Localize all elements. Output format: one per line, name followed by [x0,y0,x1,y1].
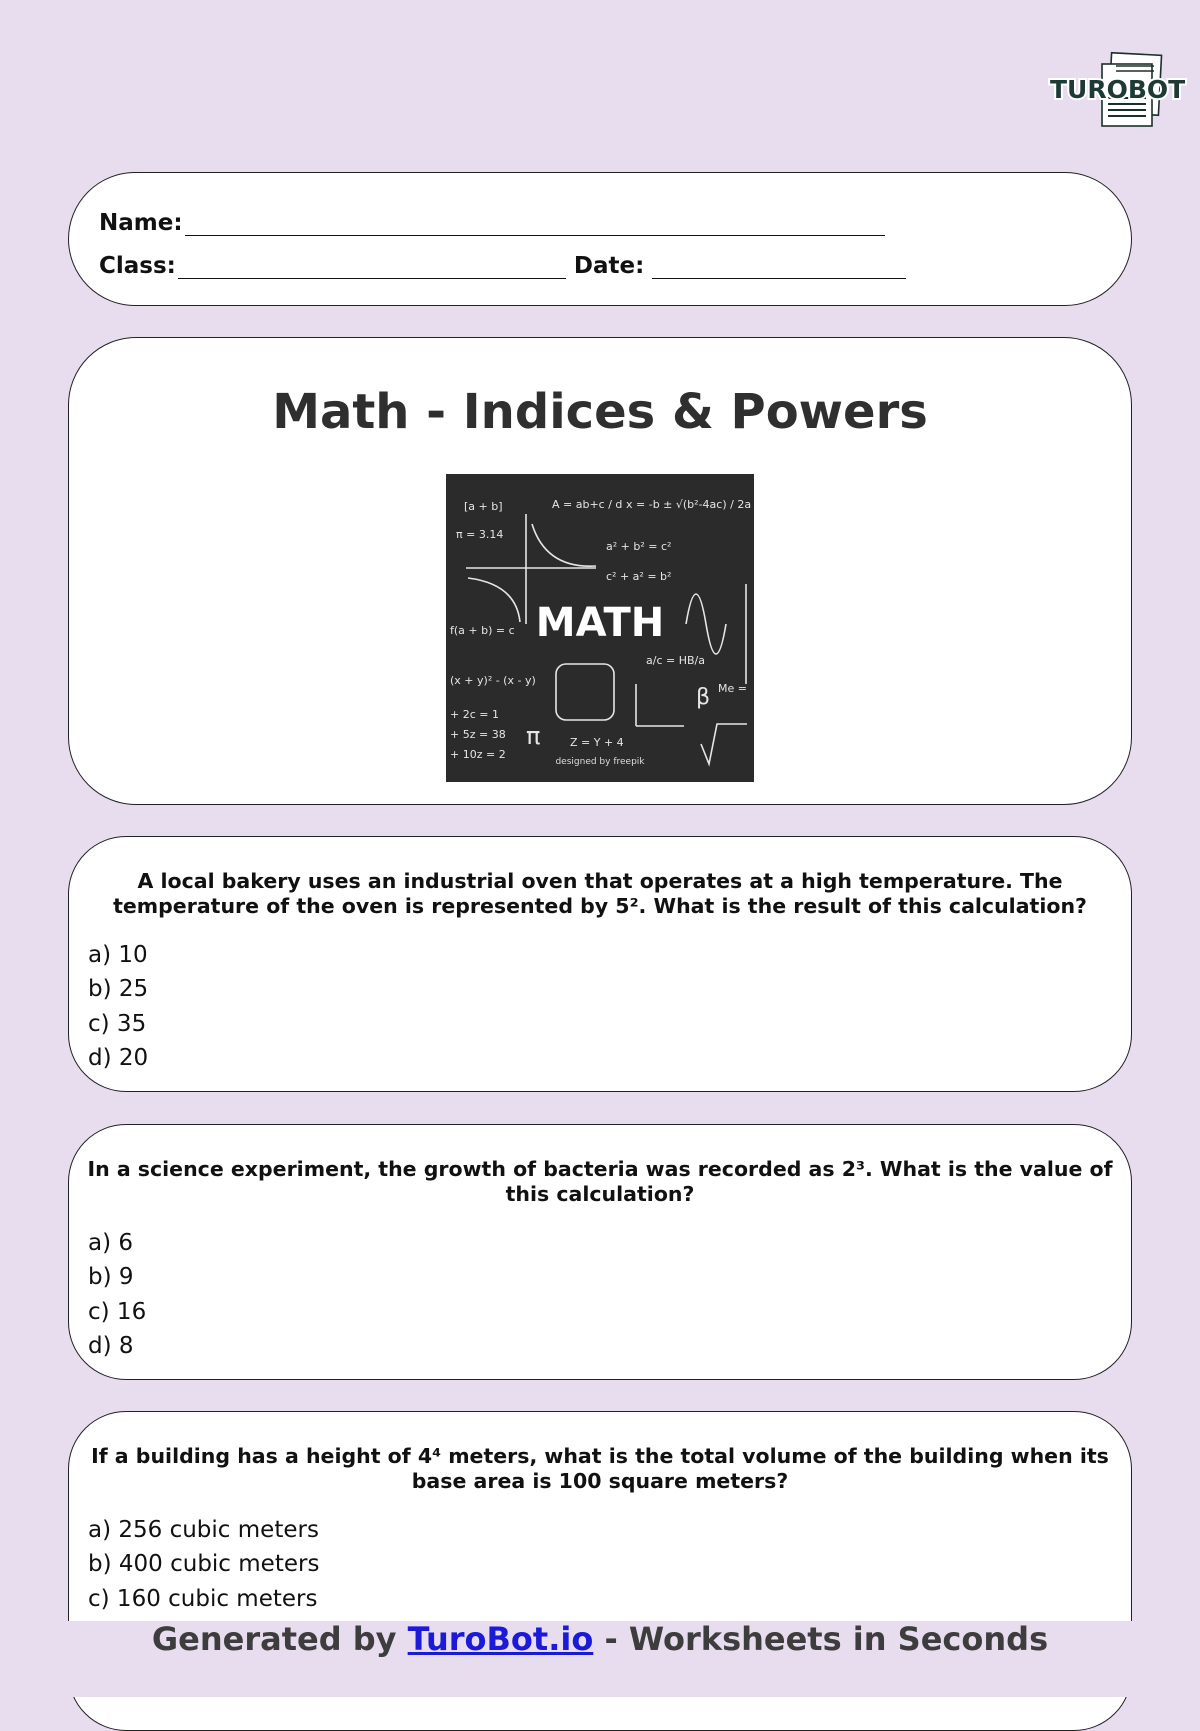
svg-text:+ 2c = 1: + 2c = 1 [450,708,499,721]
answer-options [88,1226,146,1363]
name-input-line[interactable] [185,213,885,236]
svg-text:+ 5z = 38: + 5z = 38 [450,728,506,741]
answer-options [88,938,148,1075]
turobot-logo [1044,52,1186,136]
question-text: A local bakery uses an industrial oven that operates at a high temperature. The temperature of the oven is represented by 5². What is the result of this calculation? [113,869,1087,918]
answer-option[interactable]: b) 25 [88,976,149,1003]
answer-option[interactable]: d) 8 [88,1332,134,1359]
chalkboard-caption: MATH [535,600,665,646]
footer-prefix: Generated by [151,1620,408,1658]
question-text: If a building has a height of 4⁴ meters, what is the total volume of the building when its base area is 100 square meters? [91,1444,1109,1493]
answer-option[interactable]: a) 6 [88,1230,134,1256]
answer-option[interactable]: c) 160 cubic meters [88,1585,318,1612]
svg-text:c² + a² = b²: c² + a² = b² [606,570,672,583]
svg-text:Z = Y + 4: Z = Y + 4 [570,736,624,749]
answer-option[interactable]: a) 10 [88,942,148,968]
answer-option[interactable]: c) 16 [88,1298,147,1325]
name-label: Name: [99,210,183,236]
svg-text:a² + b² = c²: a² + b² = c² [606,540,672,553]
image-credit: designed by freepik [555,757,645,767]
answer-option[interactable]: b) 9 [88,1264,134,1291]
student-info-card [68,172,1132,306]
svg-text:a/c = HB/a: a/c = HB/a [646,654,705,667]
svg-text:(x + y)² - (x - y): (x + y)² - (x - y) [450,674,536,687]
class-input-line[interactable] [178,256,566,279]
turobot-link[interactable]: TuroBot.io [407,1620,594,1658]
svg-text:π: π [526,722,541,750]
class-label: Class: [99,253,176,279]
answer-option[interactable]: b) 400 cubic meters [88,1551,320,1578]
name-row [99,210,885,236]
svg-text:β: β [696,685,711,710]
svg-text:+ 10z = 2: + 10z = 2 [450,748,506,761]
answer-options [88,1513,319,1616]
svg-text:x = -b ± √(b²-4ac) / 2a: x = -b ± √(b²-4ac) / 2a [626,498,752,511]
svg-text:f(a + b) = c: f(a + b) = c [450,624,515,637]
math-chalkboard-image [446,474,754,782]
date-input-line[interactable] [652,256,906,279]
footer-suffix: - Worksheets in Seconds [593,1620,1049,1658]
class-date-row [99,253,906,279]
footer [0,1620,1200,1658]
date-label: Date: [573,253,645,279]
answer-option[interactable]: d) 20 [88,1044,149,1071]
question-text: In a science experiment, the growth of bacteria was recorded as 2³. What is the value of this calculation? [87,1157,1113,1206]
logo-text: TUROBOT [1050,75,1186,104]
svg-text:π = 3.14: π = 3.14 [456,528,504,541]
svg-text:A = ab+c / d: A = ab+c / d [552,498,623,511]
answer-option[interactable]: c) 35 [88,1010,147,1037]
worksheet-title: Math - Indices & Powers [272,384,928,440]
svg-text:[a + b]: [a + b] [464,500,503,513]
answer-option[interactable]: a) 256 cubic meters [88,1517,319,1543]
svg-text:Me =: Me = [718,682,747,695]
